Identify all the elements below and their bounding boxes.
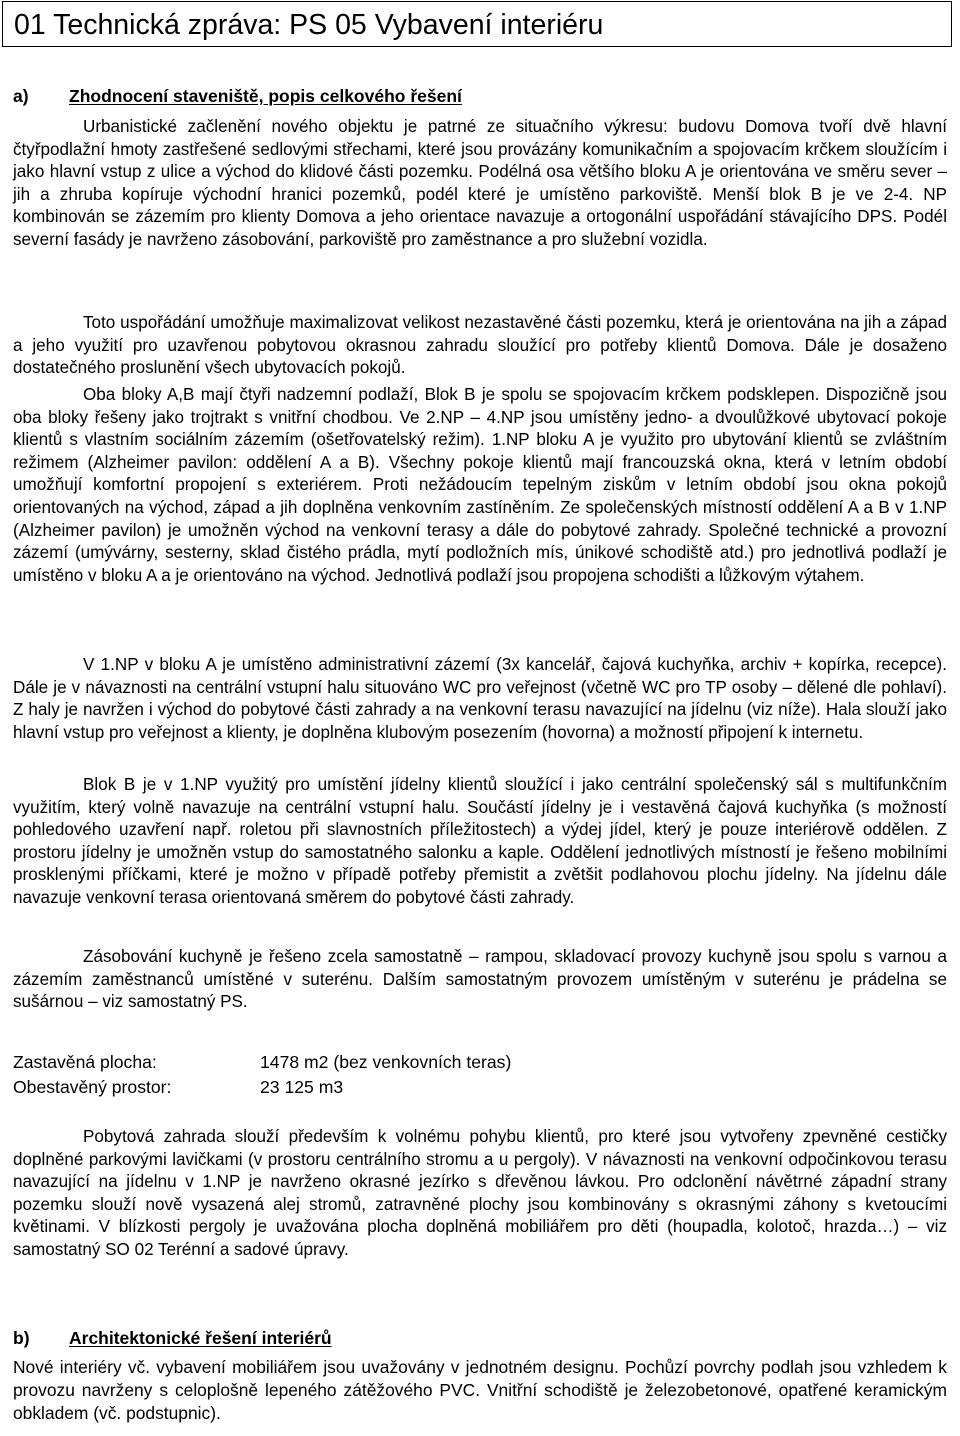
paragraph-1np-block-a: V 1.NP v bloku A je umístěno administrativní zázemí (3x kancelář, čajová kuchyňka, archiv + kopírka, recepce). Dále je v návaznosti na centrální vstupní halu situováno WC pro veřejnost (včetně WC pro TP osoby – dělené dle pohlaví). Z haly je navržen i východ do pobytové části zahrady a na venkovní terasu navazující na jídelnu (viz níže). Hala slouží jako hlavní vstup pro veřejnost a klienty, je doplněna klubovým posezením (hovorna) a možností připojení k internetu. xyxy=(13,655,947,742)
paragraph-supply: Zásobování kuchyně je řešeno zcela samostatně – rampou, skladovací provozy kuchyně jsou spolu s varnou a zázemím zaměstnanců umístěné v suterénu. Dalším samostatným provozem umístěným v suterénu je prádelna se sušárnou – viz samostatný PS. xyxy=(13,947,947,1012)
section-b-letter: b) xyxy=(13,1328,30,1348)
page-title: 01 Technická zpráva: PS 05 Vybavení interiéru xyxy=(14,9,604,41)
figure-volume xyxy=(13,1076,343,1099)
title-box xyxy=(2,1,952,47)
paragraph-block-b: Blok B je v 1.NP využitý pro umístění jídelny klientů sloužící i jako centrální společenský sál s multifunkčním využitím, který volně navazuje na centrální vstupní halu. Součástí jídelny je i vestavěná čajová kuchyňka (s možností pohledového uzavření např. roletou při slavnostních příležitostech) a výdej jídel, který je pouze interiérově oddělen. Z prostoru jídelny je umožněn vstup do samostatného salonku a kaple. Oddělení jednotlivých místností je řešeno mobilními prosklenými příčkami, které je možno v případě potřeby přemistit a zvětšit podlahovou plochu jídelny. Na jídelnu dále navazuje venkovní terasa orientovaná směrem do pobytové části zahrady. xyxy=(13,775,947,907)
section-a-title: Zhodnocení staveniště, popis celkového řešení xyxy=(69,86,462,106)
figure-built-area-value: 1478 m2 (bez venkovních teras) xyxy=(260,1052,512,1072)
paragraph-urbanism: Urbanistické začlenění nového objektu je patrné ze situačního výkresu: budovu Domova tvoří dvě hlavní čtyřpodlažní hmoty zastřešené sedlovými střechami, které jsou provázány komunikačním a spojovacím krčkem sloužícím i jako hlavní vstup z ulice a východ do klidové části pozemku. Podélná osa většího bloku A je orientována ve směru sever – jih a zhruba kopíruje východní hranici pozemků, podél které je umístěno parkoviště. Menší blok B je ve 2-4. NP kombinován se zázemím pro klienty Domova a jeho orientace navazuje a ortogonální uspořádání stávajícího DPS. Podél severní fasády je navrženo zásobování, parkoviště pro zaměstnance a pro služební vozidla. xyxy=(13,117,947,249)
paragraph-interiors: Nové interiéry vč. vybavení mobiliářem jsou uvažovány v jednotném designu. Pochůzí povrchy podlah jsou vzhledem k provozu navrženy s celoplošně lepeného zátěžového PVC. Vnitřní schodiště je železobetonové, opatřené keramickým obkladem (vč. podstupnic). xyxy=(13,1357,947,1423)
figure-built-area-label: Zastavěná plocha: xyxy=(13,1052,157,1072)
figure-volume-label: Obestavěný prostor: xyxy=(13,1077,172,1097)
figure-built-area xyxy=(13,1051,511,1074)
figure-volume-value: 23 125 m3 xyxy=(260,1077,344,1097)
section-a-letter: a) xyxy=(13,86,29,106)
paragraph-layout: Toto uspořádání umožňuje maximalizovat velikost nezastavěné části pozemku, která je orientována na jih a západ a jeho využití pro uzavřenou pobytovou okrasnou zahradu sloužící pro potřeby klientů Domova. Dále je dosaženo dostatečného proslunění všech ubytovacích pokojů. xyxy=(13,313,947,378)
paragraph-blocks: Oba bloky A,B mají čtyři nadzemní podlaží, Blok B je spolu se spojovacím krčkem podsklepen. Dispozičně jsou oba bloky řešeny jako trojtrakt s vnitřní chodbou. Ve 2.NP – 4.NP jsou umístěny jedno- a dvoulůžkové ubytovací pokoje klientů s vlastním sociálním zázemím (ošetřovatelský režim). 1.NP bloku A je využito pro ubytování klientů se zvláštním režimem (Alzheimer pavilon: oddělení A a B). Všechny pokoje klientů mají francouzská okna, která v letním období umožňují komfortní propojení s exteriérem. Proti nežádoucím tepelným ziskům v letním období jsou okna pokojů orientovaných na východ, západ a jih doplněna venkovním zastíněním. Ze společenských místností oddělení A a B v 1.NP (Alzheimer pavilon) je umožněn východ na venkovní terasy a dále do pobytové zahrady. Společné technické a provozní zázemí (umývárny, sesterny, sklad čistého prádla, mytí podložních mís, únikové schodiště atd.) pro jednotlivá podlaží je umístěno v bloku A a je orientováno na východ. Jednotlivá podlaží jsou propojena schodišti a lůžkovým výtahem. xyxy=(13,385,947,585)
paragraph-garden: Pobytová zahrada slouží především k volnému pohybu klientů, pro které jsou vytvořeny zpevněné cestičky doplněné parkovými lavičkami (v prostoru centrálního stromu a u pergoly). V návaznosti na venkovní odpočinkovou terasu navazující na jídelnu v 1.NP je navrženo okrasné jezírko s dřevěnou lávkou. Pro odclonění návětrné západní strany pozemku slouží nově vysazená alej stromů, zatravněné plochy jsou kombinovány s okrasnými záhony s kvetoucími květinami. V blízkosti pergoly je uvažována plocha doplněná mobiliářem pro děti (houpadla, kolotoč, hrazda…) – viz samostatný SO 02 Terénní a sadové úpravy. xyxy=(13,1127,947,1259)
section-b-heading xyxy=(13,1327,332,1349)
section-b-title: Architektonické řešení interiérů xyxy=(69,1328,332,1348)
section-a-heading xyxy=(13,85,462,107)
